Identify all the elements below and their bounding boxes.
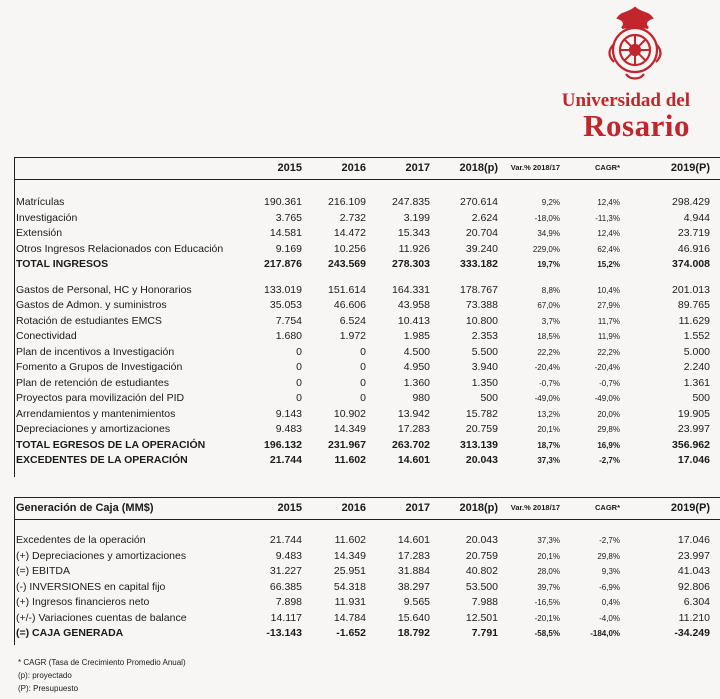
row-value: -20,4% [534,363,560,372]
row-value: 0 [296,392,302,404]
university-logo [560,4,710,144]
row-value: 17.046 [677,454,710,466]
row-value: -2,7% [599,456,620,465]
row-value: 9.565 [403,596,430,608]
row-value: 10.413 [397,314,430,327]
table-header [14,497,720,519]
row-value: 164.331 [392,283,430,296]
row-value: 25.951 [333,565,366,577]
row-value: -1.652 [336,627,366,639]
row-value: 14.472 [333,227,366,239]
row-value: 29,8% [597,425,620,434]
row-label: (+/-) Variaciones cuentas de balance [16,611,187,624]
income-expense-table [14,157,720,469]
table-row [14,422,720,438]
table-row [14,314,720,330]
cash-generation-table [14,497,720,642]
row-value: 20,0% [597,409,620,419]
row-value: 11.210 [678,611,710,624]
header-2018p: 2018(p) [459,502,498,514]
row-value: 43.958 [397,299,430,311]
header-var: Var.% 2018/17 [510,503,560,512]
row-value: 6.524 [339,314,366,327]
row-value: 243.569 [328,258,366,270]
table-body [14,195,720,469]
row-value: 1.972 [339,330,366,342]
row-value: 10.902 [333,407,366,420]
row-value: 4.500 [403,345,430,358]
row-label: Extensión [16,227,63,239]
row-value: 9,2% [541,198,560,207]
row-value: 5.500 [471,345,498,358]
row-label: Gastos de Personal, HC y Honorarios [16,283,192,296]
row-value: 8,8% [541,285,560,295]
header-cagr: CAGR* [594,503,620,512]
row-value: 21.744 [269,454,302,466]
row-value: 3,7% [541,316,560,326]
table-row [14,257,720,273]
row-value: -49,0% [534,394,560,403]
logo-name-line2: Rosario [583,108,690,143]
row-value: 11,7% [597,316,620,326]
table-row [14,549,720,565]
row-value: 9.143 [275,407,302,420]
row-value: 20.704 [465,227,498,239]
row-value: 37,3% [537,536,560,545]
row-value: 7.988 [471,596,498,608]
row-value: -34.249 [674,627,710,639]
row-value: 14.601 [397,534,430,546]
row-value: 0 [360,376,366,389]
row-value: 2.624 [471,211,498,224]
row-value: 41.043 [677,565,710,577]
row-value: 19,7% [537,260,560,269]
table-row [14,226,720,242]
row-value: 46.606 [333,299,366,311]
row-value: 20,1% [537,551,560,561]
row-value: 21.744 [269,534,302,546]
row-value: 1.985 [403,330,430,342]
row-value: 278.303 [392,258,430,270]
row-value: -0,7% [599,378,620,388]
row-value: 10.256 [333,242,366,255]
row-label: EXCEDENTES DE LA OPERACIÓN [16,454,188,466]
row-value: 201.013 [672,283,710,296]
table-row [14,329,720,345]
footnote-cagr: * CAGR (Tasa de Crecimiento Promedio Anual) [18,658,186,667]
row-value: -11,3% [595,213,620,223]
row-label: Gastos de Admon. y suministros [16,299,167,311]
row-value: 0 [360,361,366,373]
row-value: 89.765 [677,299,710,311]
row-value: 14.601 [397,454,430,466]
row-value: 39.240 [465,242,498,255]
row-label: Plan de retención de estudiantes [16,376,169,389]
row-value: 18.792 [397,627,430,639]
row-value: 38.297 [397,580,430,593]
row-value: 9.483 [275,549,302,562]
table-row [14,345,720,361]
row-label: Excedentes de la operación [16,534,146,546]
row-value: 12.501 [465,611,498,624]
row-value: 66.385 [269,580,302,593]
row-value: -184,0% [590,629,620,638]
row-value: 17.283 [397,549,430,562]
row-value: 15,2% [597,260,620,269]
table-row [14,283,720,299]
row-value: 15.782 [465,407,498,420]
header-2015: 2015 [277,162,302,174]
row-value: 15.640 [397,611,430,624]
row-value: 4.944 [683,211,710,224]
row-value: -0,7% [539,378,560,388]
row-value: 14.349 [333,423,366,435]
row-value: 1.680 [275,330,302,342]
row-value: 4.950 [403,361,430,373]
row-value: 14.117 [270,611,302,624]
row-label: Arrendamientos y mantenimientos [16,407,176,420]
row-value: 270.614 [460,196,498,208]
row-value: 23.997 [677,549,710,562]
row-value: 18,5% [537,332,560,341]
row-value: 2.240 [683,361,710,373]
row-value: 0 [360,345,366,358]
row-value: 40.802 [465,565,498,577]
row-value: -20,4% [594,363,620,372]
row-label: Proyectos para movilización del PID [16,392,185,404]
row-label: Rotación de estudiantes EMCS [16,314,162,327]
table-row [14,564,720,580]
row-value: -2,7% [599,536,620,545]
row-value: 11.629 [678,314,710,327]
row-value: 178.767 [460,283,498,296]
logo-name-line1: Universidad del [561,90,690,111]
row-value: 23.997 [677,423,710,435]
row-value: 11.926 [398,242,430,255]
row-value: 73.388 [465,299,498,311]
row-value: 216.109 [328,196,366,208]
university-seal-icon [604,4,666,84]
row-value: 6.304 [683,596,710,608]
row-value: 7.754 [275,314,302,327]
row-value: 67,0% [537,301,560,310]
row-value: 231.967 [328,438,366,451]
row-label: Plan de incentivos a Investigación [16,345,175,358]
row-label: (=) CAJA GENERADA [16,627,124,639]
row-value: 9.169 [275,242,302,255]
row-value: 980 [412,392,430,404]
row-value: 229,0% [532,244,560,254]
row-value: 11.602 [334,534,366,546]
table-header [14,157,720,179]
row-value: 92.806 [677,580,710,593]
row-value: 46.916 [677,242,710,255]
row-value: 54.318 [333,580,366,593]
row-value: 53.500 [465,580,498,593]
row-label: (-) INVERSIONES en capital fijo [16,580,166,593]
table-body [14,533,720,642]
row-label: Investigación [16,211,78,224]
row-value: 3.765 [275,211,302,224]
row-value: 13.942 [397,407,430,420]
row-value: 14.349 [333,549,366,562]
row-value: 12,4% [597,229,620,238]
row-value: 17.046 [677,534,710,546]
footnotes [18,656,186,695]
row-label: TOTAL INGRESOS [16,258,109,270]
row-value: 28,0% [537,567,560,576]
row-value: 333.182 [460,258,498,270]
table-row [14,298,720,314]
row-label: Matrículas [16,196,65,208]
row-value: -58,5% [534,629,560,638]
row-value: -49,0% [594,394,620,403]
table-row [14,580,720,596]
row-value: 20.043 [465,534,498,546]
row-label: TOTAL EGRESOS DE LA OPERACIÓN [16,438,206,451]
row-value: 0 [296,376,302,389]
row-value: 22,2% [537,347,560,357]
row-value: 15.343 [397,227,430,239]
row-value: 18,7% [537,440,560,450]
row-value: 313.139 [460,438,498,451]
row-value: 20,1% [537,425,560,434]
row-value: 31.884 [397,565,430,577]
row-value: 10,4% [597,285,620,295]
row-value: -16,5% [534,598,560,607]
row-value: 11.931 [334,596,366,608]
table-row [14,242,720,258]
row-label: (+) Ingresos financieros neto [16,596,150,608]
header-2015: 2015 [277,502,302,514]
row-value: 27,9% [597,301,620,310]
row-value: 14.784 [333,611,366,624]
row-value: 7.898 [275,596,302,608]
table-row [14,611,720,627]
row-value: 0 [360,392,366,404]
row-value: 62,4% [597,244,620,254]
header-2016: 2016 [341,162,366,174]
footnote-projected: (p): proyectado [18,671,72,680]
row-value: 0 [296,345,302,358]
row-value: 3.940 [471,361,498,373]
row-label: Otros Ingresos Relacionados con Educación [16,242,224,255]
row-value: 133.019 [264,283,302,296]
row-value: 217.876 [264,258,302,270]
table-row [14,391,720,407]
row-value: 196.132 [264,438,302,451]
row-value: 1.552 [683,330,710,342]
table-row [14,211,720,227]
header-2019p: 2019(P) [670,502,710,514]
row-value: -20,1% [534,613,560,623]
row-value: 1.360 [403,376,430,389]
row-value: 298.429 [672,196,710,208]
row-spacer [14,273,720,283]
row-value: 0 [296,361,302,373]
row-value: 29,8% [597,551,620,561]
row-label: Depreciaciones y amortizaciones [16,423,171,435]
row-value: 22,2% [597,347,620,357]
row-value: 39,7% [537,582,560,592]
table-row [14,626,720,642]
row-value: 31.227 [269,565,302,577]
row-value: 374.008 [672,258,710,270]
header-2017: 2017 [405,502,430,514]
row-value: 263.702 [392,438,430,451]
footnote-budget: (P): Presupuesto [18,684,79,693]
row-value: 5.000 [683,345,710,358]
table-row [14,376,720,392]
row-value: 13,2% [537,409,560,419]
header-2016: 2016 [341,502,366,514]
row-label: (+) Depreciaciones y amortizaciones [16,549,187,562]
row-label: Fomento a Grupos de Investigación [16,361,183,373]
row-value: 247.835 [392,196,430,208]
header-2017: 2017 [405,162,430,174]
row-value: 2.732 [339,211,366,224]
header-2019p: 2019(P) [670,162,710,174]
row-value: 11.602 [334,454,366,466]
table-row [14,533,720,549]
row-value: 151.614 [328,283,366,296]
row-value: 35.053 [269,299,302,311]
row-value: 14.581 [269,227,302,239]
row-value: 9,3% [601,567,620,576]
row-value: 9.483 [275,423,302,435]
row-value: 20.759 [465,549,498,562]
row-value: 0,4% [601,598,620,607]
row-label: (=) EBITDA [16,565,70,577]
table-row [14,360,720,376]
row-value: 190.361 [264,196,302,208]
cash-table-title: Generación de Caja (MM$) [16,502,154,514]
table-row [14,195,720,211]
row-value: 2.353 [471,330,498,342]
row-value: -6,9% [599,582,620,592]
row-value: 37,3% [537,456,560,465]
table-row [14,438,720,454]
row-value: 500 [480,392,498,404]
row-value: 1.350 [471,376,498,389]
row-value: 20.759 [465,423,498,435]
row-value: 1.361 [683,376,710,389]
row-value: 500 [692,392,710,404]
row-value: -4,0% [599,613,620,623]
header-2018p: 2018(p) [459,162,498,174]
header-var: Var.% 2018/17 [510,163,560,172]
row-value: 12,4% [597,198,620,207]
header-cagr: CAGR* [594,163,620,172]
table-row [14,595,720,611]
row-value: -13.143 [266,627,302,639]
row-value: 3.199 [403,211,430,224]
row-value: 356.962 [672,438,710,451]
row-value: 11,9% [597,332,620,341]
row-value: 10.800 [465,314,498,327]
row-value: -18,0% [534,213,560,223]
table-row [14,453,720,469]
table-row [14,407,720,423]
row-value: 17.283 [397,423,430,435]
row-label: Conectividad [16,330,77,342]
row-value: 7.791 [471,627,498,639]
row-value: 19.905 [677,407,710,420]
row-value: 16,9% [597,440,620,450]
row-value: 23.719 [677,227,710,239]
row-value: 20.043 [465,454,498,466]
row-value: 34,9% [537,229,560,238]
